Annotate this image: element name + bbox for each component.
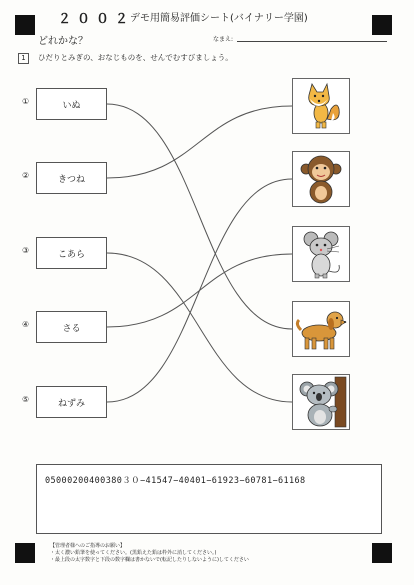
instruction-text: ひだりとみぎの、おなじものを、せんでむすびましょう。 — [38, 53, 233, 62]
word-box-5[interactable] — [36, 386, 107, 418]
sheet-title: デモ用簡易評価シート(バイナリー学園) — [130, 13, 308, 24]
monkey-icon — [293, 152, 349, 206]
question-number: 1 — [18, 53, 29, 64]
picture-box-5[interactable] — [292, 374, 350, 430]
name-label: なまえ: — [213, 36, 234, 43]
word-box-1[interactable] — [36, 88, 107, 120]
code-number: 05000200400380３０−41547−40401−61923−60781−61168 — [45, 476, 306, 486]
code-box — [36, 464, 382, 534]
notes-line-1: ・太く濃い鉛筆を使ってください。(黒鉛えた鉛は枠外に消してください。) — [50, 550, 217, 556]
word-number-3: ③ — [22, 246, 30, 255]
question-heading: どれかな？ — [38, 36, 88, 47]
mouse-icon — [293, 227, 349, 281]
koala-icon — [293, 375, 349, 429]
word-label: さる — [62, 323, 81, 334]
word-label: きつね — [57, 174, 85, 185]
dog-icon — [293, 302, 349, 356]
word-number-1: ① — [22, 97, 30, 106]
match-line-5 — [107, 179, 292, 402]
word-number-5: ⑤ — [22, 395, 30, 404]
notes-line-2: ・最上段の太字数字と下段の数字欄は書かないで(転記したりしないように)してください — [50, 557, 249, 563]
word-label: こあら — [57, 249, 85, 260]
year-heading: ２００２ — [58, 12, 135, 27]
picture-box-1[interactable] — [292, 78, 350, 134]
word-box-4[interactable] — [36, 311, 107, 343]
picture-box-4[interactable] — [292, 301, 350, 357]
picture-box-3[interactable] — [292, 226, 350, 282]
word-box-3[interactable] — [36, 237, 107, 269]
word-label: ねずみ — [57, 398, 85, 409]
word-number-2: ② — [22, 171, 30, 180]
word-number-4: ④ — [22, 320, 30, 329]
word-box-2[interactable] — [36, 162, 107, 194]
match-line-3 — [107, 253, 292, 402]
match-line-2 — [107, 106, 292, 178]
fox-icon — [293, 79, 349, 133]
notes-heading: 【管理者様へのご指導のお願い】 — [50, 543, 126, 549]
word-label: いぬ — [62, 100, 81, 111]
match-line-1 — [107, 104, 292, 329]
admin-notes — [50, 543, 249, 564]
picture-box-2[interactable] — [292, 151, 350, 207]
